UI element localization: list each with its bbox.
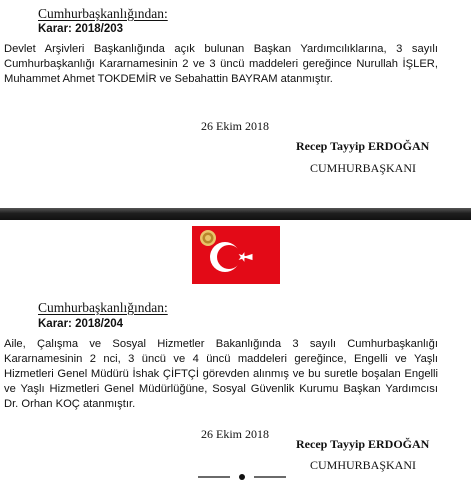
decree1-date: 26 Ekim 2018 — [201, 119, 269, 133]
turkish-flag-icon — [192, 226, 280, 284]
decree2-date: 26 Ekim 2018 — [201, 427, 269, 441]
decree1-signer-title: CUMHURBAŞKANI — [310, 161, 417, 175]
presidential-seal-icon — [200, 230, 216, 246]
decree2-paragraph: Aile, Çalışma ve Sosyal Hizmetler Bakanlığında 3 sayılı Cumhurbaşkanlığı Kararnamesinin 2 nci, 3 üncü ve 4 üncü maddeleri gereğince, Engelli ve Yaşlı Hizmetleri Genel Müdürü İshak ÇİFTÇİ görevden alınmış ve bu suretle boşalan Engelli ve Yaşlı Hizmetleri Genel Müdürlüğüne, Sosyal Güvenlik Kurumu Başkan Yardımcısı Dr. Orhan KOÇ atanmıştır. — [4, 338, 438, 410]
section-end-mark-icon — [196, 468, 288, 482]
decree2-number: Karar: 2018/204 — [38, 318, 124, 330]
section-divider — [0, 208, 471, 220]
decree1-paragraph: Devlet Arşivleri Başkanlığında açık bulunan Başkan Yardımcılıklarına, 3 sayılı Cumhurbaşkanlığı Kararnamesinin 2 ve 3 üncü maddeleri gereğince Nurullah İŞLER, Muhammet Ahmet TOKDEMİR ve Sebahattin BAYRAM atanmıştır. — [4, 43, 438, 85]
decree2-signer-title: CUMHURBAŞKANI — [310, 458, 417, 472]
decree1-number: Karar: 2018/203 — [38, 23, 124, 35]
decree1-signer: Recep Tayyip ERDOĞAN — [296, 139, 430, 153]
decree1-heading: Cumhurbaşkanlığından: — [38, 6, 168, 21]
decree2-heading: Cumhurbaşkanlığından: — [38, 300, 168, 315]
decree2-signer: Recep Tayyip ERDOĞAN — [296, 437, 430, 451]
